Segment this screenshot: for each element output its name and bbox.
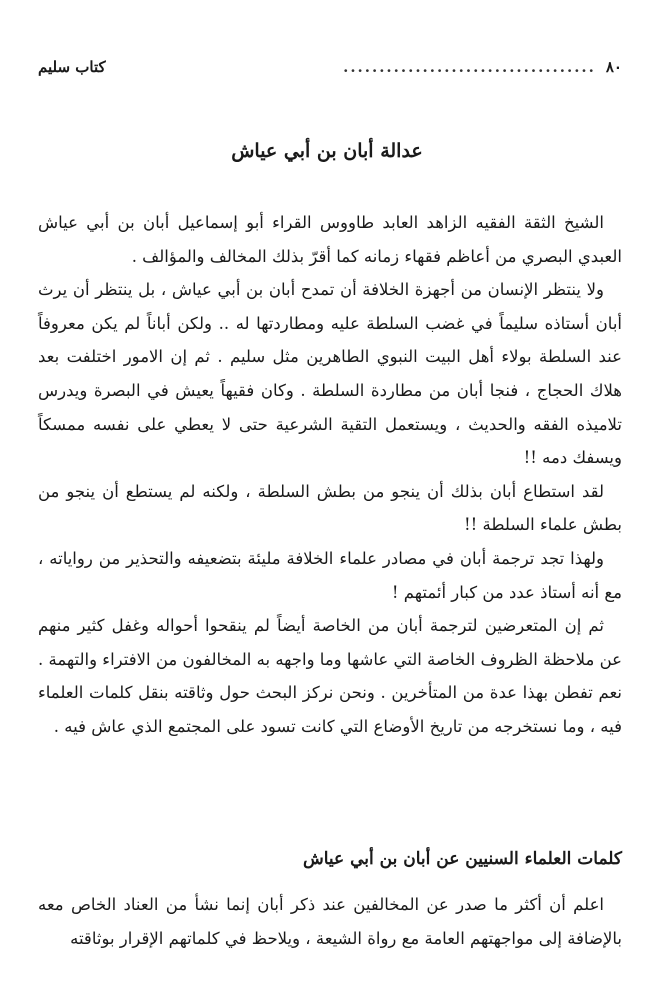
paragraph: لقد استطاع أبان بذلك أن ينجو من بطش السلطة ، ولكنه لم يستطع أن ينجو من بطش علماء السلطة !! <box>38 481 622 535</box>
paragraph: ولهذا تجد ترجمة أبان في مصادر علماء الخلافة مليئة بتضعيفه والتحذير من رواياته ، مع أنه أستاذ عدد من كبار أئمتهم ! <box>38 548 622 602</box>
paragraph: ولا ينتظر الإنسان من أجهزة الخلافة أن تمدح أبان بن أبي عياش ، بل ينتظر أن يرث أبان أستاذه سليماً في غضب السلطة عليه ومطاردتها له .. ولكن أباناً لم يكن معروفاً عند السلطة بولاء أهل البيت النبوي الطاهرين مثل سليم . ثم إن الامور اختلفت بعد هلاك الحجاج ، فنجا أبان من مطاردة السلطة . وكان فقيهاً يعيش في البصرة ويدرس تلاميذه الفقه والحديث ، ويستعمل التقية الشرعية حتى لا يعطي على نفسه ممسكاً ويسفك دمه !! <box>38 280 622 468</box>
paragraph: ثم إن المتعرضين لترجمة أبان من الخاصة أيضاً لم ينقحوا أحواله وغفل كثير منهم عن ملاحظة الظروف الخاصة التي عاشها وما واجهه به المخالفون من الافتراء والتهمة . نعم تفطن بهذا عدة من المتأخرين . ونحن نركز البحث حول وثاقته بنقل كلمات العلماء فيه ، وما نستخرجه من تاريخ الأوضاع التي كانت تسود على المجتمع الذي عاش فيه . <box>38 616 622 736</box>
section-text <box>38 888 622 955</box>
header-leader-dots: ................................... <box>343 58 596 76</box>
page-number: ٨٠ <box>605 58 622 76</box>
book-title: كتاب سليم <box>38 58 106 76</box>
main-text <box>38 206 622 744</box>
paragraph: الشيخ الثقة الفقيه الزاهد العابد طاووس القراء أبو إسماعيل أبان بن أبي عياش العبدي البصري من أعاظم فقهاء زمانه كما أقرّ بذلك المخالف والمؤالف . <box>38 213 622 266</box>
section-heading: كلمات العلماء السنيين عن أبان بن أبي عياش <box>303 849 622 869</box>
running-header <box>38 58 622 84</box>
chapter-title: عدالة أبان بن أبي عياش <box>231 140 423 162</box>
paragraph: اعلم أن أكثر ما صدر عن المخالفين عند ذكر أبان إنما نشأ من العناد الخاص معه بالإضافة إلى مواجهتهم العامة مع رواة الشيعة ، ويلاحظ في كلماتهم الإقرار بوثاقته <box>38 895 622 948</box>
